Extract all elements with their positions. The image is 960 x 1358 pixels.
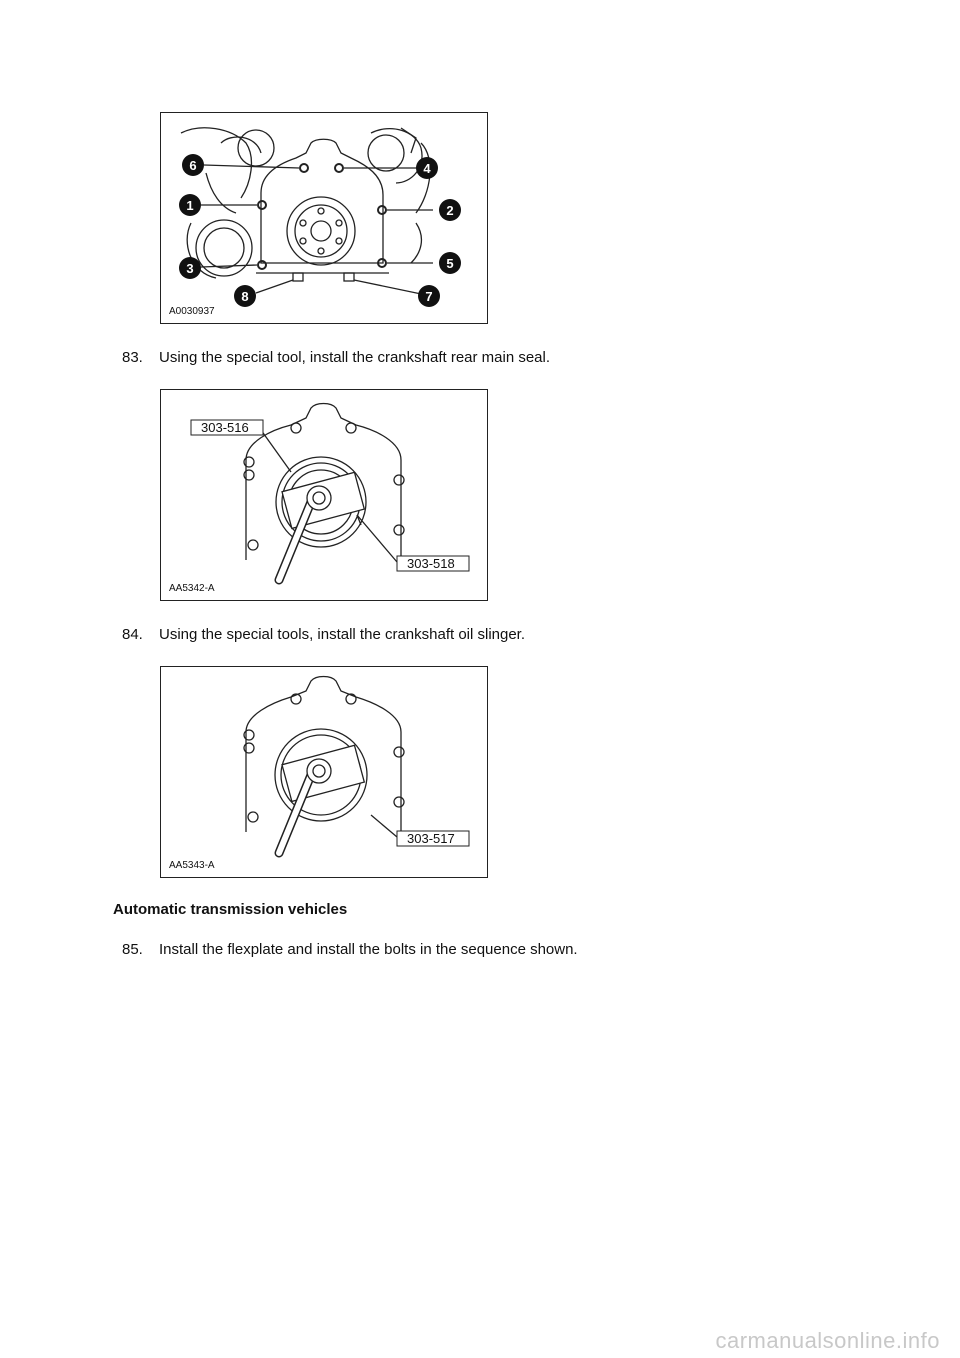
figure-rear-main-seal [160, 389, 488, 601]
callout-5: 5 [446, 256, 454, 271]
step-83 [122, 349, 550, 366]
rear-main-seal-illustration [161, 390, 487, 600]
step-text: Install the flexplate and install the bolts in the sequence shown. [159, 941, 578, 958]
tool-label-303-518: 303-518 [407, 556, 455, 571]
figure-id: AA5343-A [169, 860, 215, 871]
step-84 [122, 626, 525, 643]
step-number: 84. [122, 626, 143, 643]
bolt-sequence-illustration [161, 113, 487, 323]
oil-slinger-illustration [161, 667, 487, 877]
figure-bolt-sequence [160, 112, 488, 324]
figure-id: A0030937 [169, 306, 215, 317]
step-number: 83. [122, 349, 143, 366]
tool-label-303-516: 303-516 [201, 420, 249, 435]
callout-1: 1 [186, 198, 194, 213]
callout-4: 4 [423, 161, 431, 176]
step-85 [122, 941, 578, 958]
figure-oil-slinger [160, 666, 488, 878]
tool-label-303-517: 303-517 [407, 831, 455, 846]
step-text: Using the special tools, install the crankshaft oil slinger. [159, 626, 526, 643]
callout-6: 6 [189, 158, 197, 173]
step-number: 85. [122, 941, 143, 958]
callout-2: 2 [446, 203, 454, 218]
watermark: carmanualsonline.info [715, 1328, 940, 1353]
section-heading: Automatic transmission vehicles [113, 901, 348, 918]
callout-3: 3 [186, 261, 194, 276]
figure-id: AA5342-A [169, 583, 215, 594]
callout-7: 7 [425, 289, 433, 304]
step-text: Using the special tool, install the crankshaft rear main seal. [159, 349, 551, 366]
callout-8: 8 [241, 289, 249, 304]
